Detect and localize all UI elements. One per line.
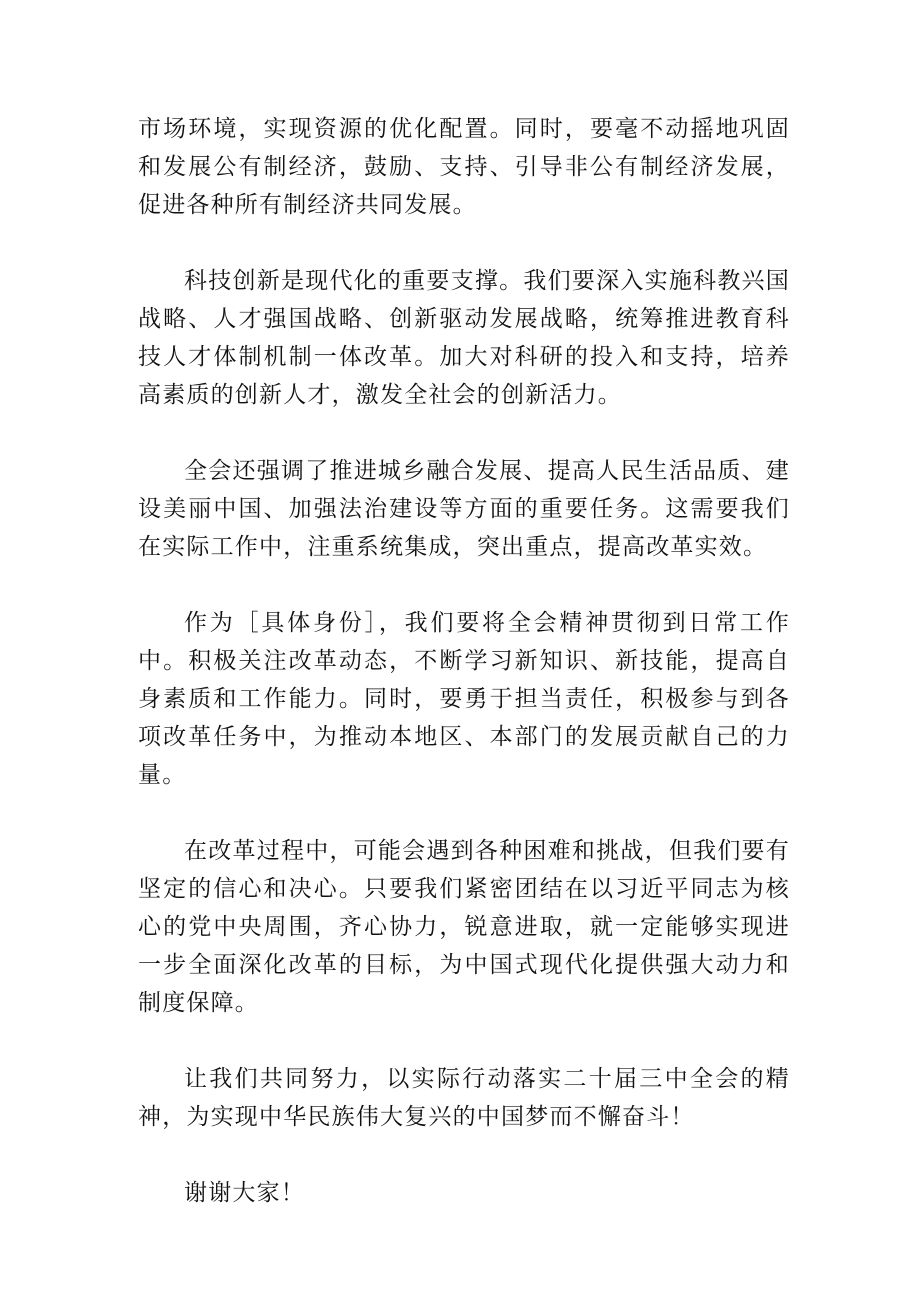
paragraph-2: 科技创新是现代化的重要支撑。我们要深入实施科教兴国战略、人才强国战略、创新驱动发展战略，统筹推进教育科技人才体制机制一体改革。加大对科研的投入和支持，培养高素质的创新人才，激发全社会的创新活力。: [138, 268, 790, 408]
paragraph-1: 市场环境，实现资源的优化配置。同时，要毫不动摇地巩固和发展公有制经济，鼓励、支持、引导非公有制经济发展，促进各种所有制经济共同发展。: [138, 116, 790, 218]
paragraph-4: 作为［具体身份］，我们要将全会精神贯彻到日常工作中。积极关注改革动态，不断学习新知识、新技能，提高自身素质和工作能力。同时，要勇于担当责任，积极参与到各项改革任务中，为推动本地区、本部门的发展贡献自己的力量。: [138, 610, 790, 788]
paragraph-7: 谢谢大家！: [184, 1180, 305, 1206]
document-body: [138, 110, 790, 1250]
paragraph-5: 在改革过程中，可能会遇到各种困难和挑战，但我们要有坚定的信心和决心。只要我们紧密团结在以习近平同志为核心的党中央周围，齐心协力，锐意进取，就一定能够实现进一步全面深化改革的目标，为中国式现代化提供强大动力和制度保障。: [138, 838, 790, 1016]
paragraph-3: 全会还强调了推进城乡融合发展、提高人民生活品质、建设美丽中国、加强法治建设等方面的重要任务。这需要我们在实际工作中，注重系统集成，突出重点，提高改革实效。: [138, 458, 790, 560]
paragraph-6: 让我们共同努力，以实际行动落实二十届三中全会的精神，为实现中华民族伟大复兴的中国梦而不懈奋斗！: [138, 1066, 790, 1130]
